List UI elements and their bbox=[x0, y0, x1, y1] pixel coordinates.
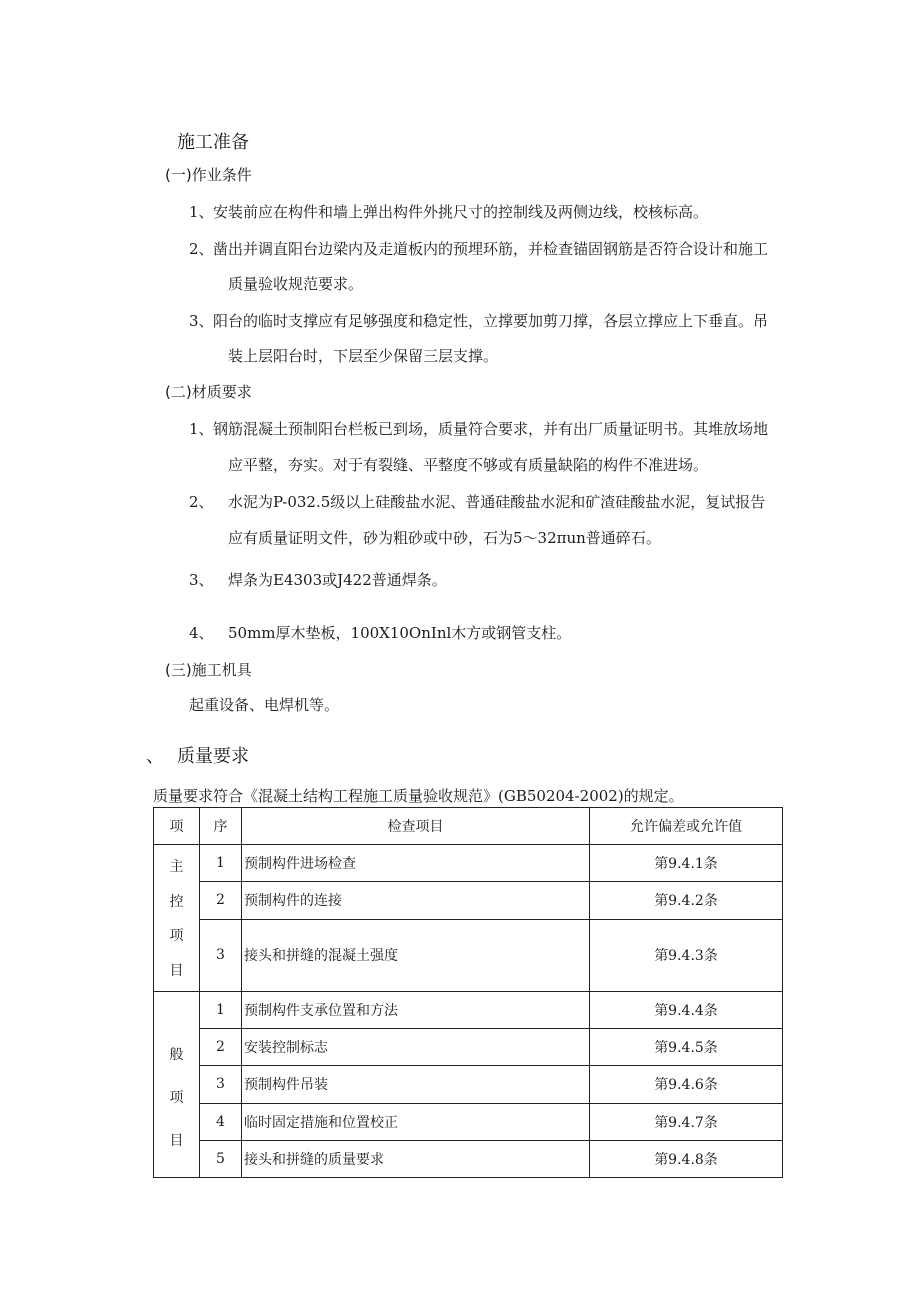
table-row bbox=[154, 1103, 783, 1140]
cell-seq: 5 bbox=[200, 1140, 242, 1177]
list-item-number: 2、 bbox=[189, 493, 214, 511]
group-label-char: 主 bbox=[169, 859, 184, 876]
list-item-number: 4、 bbox=[189, 624, 214, 642]
section-title-construction-prep: 施工准备 bbox=[177, 132, 249, 153]
quality-intro: 质量要求符合《混凝土结构工程施工质量验收规范》(GB50204-2002)的规定。 bbox=[153, 787, 684, 805]
cell-value: 第9.4.8条 bbox=[590, 1140, 783, 1177]
cell-item: 预制构件的连接 bbox=[242, 882, 590, 919]
cell-seq: 3 bbox=[200, 1066, 242, 1103]
header-seq: 序 bbox=[200, 808, 242, 845]
table-row bbox=[154, 992, 783, 1029]
subsection-title-materials: (二)材质要求 bbox=[165, 383, 252, 401]
table-row bbox=[154, 845, 783, 882]
cell-item: 安装控制标志 bbox=[242, 1029, 590, 1066]
cell-value: 第9.4.4条 bbox=[590, 992, 783, 1029]
list-item-text: 凿出并调直阳台边梁内及走道板内的预埋环筋，并检查锚固钢筋是否符合设计和施工 bbox=[213, 240, 769, 258]
group-label-char: 控 bbox=[169, 893, 184, 910]
section-mark: 、 bbox=[146, 746, 164, 767]
subsection-title-equipment: (三)施工机具 bbox=[165, 661, 252, 679]
group-label-char: 般 bbox=[169, 1046, 184, 1063]
table-row bbox=[154, 1066, 783, 1103]
cell-item: 预制构件吊装 bbox=[242, 1066, 590, 1103]
group-label-general bbox=[154, 992, 200, 1178]
list-item-number: 3、 bbox=[189, 312, 214, 330]
list-item-text: 水泥为P-032.5级以上硅酸盐水泥、普通硅酸盐水泥和矿渣硅酸盐水泥，复试报告 bbox=[228, 493, 766, 511]
list-item-number: 2、 bbox=[189, 240, 214, 258]
list-item-text: 焊条为E4303或J422普通焊条。 bbox=[228, 571, 447, 589]
cell-value: 第9.4.5条 bbox=[590, 1029, 783, 1066]
cell-item: 临时固定措施和位置校正 bbox=[242, 1103, 590, 1140]
table-header-row bbox=[154, 808, 783, 845]
table-row bbox=[154, 1029, 783, 1066]
list-item-number: 1、 bbox=[189, 203, 214, 221]
cell-seq: 2 bbox=[200, 1029, 242, 1066]
cell-seq: 1 bbox=[200, 992, 242, 1029]
cell-item: 预制构件进场检查 bbox=[242, 845, 590, 882]
group-label-char: 项 bbox=[169, 928, 184, 945]
cell-value: 第9.4.6条 bbox=[590, 1066, 783, 1103]
cell-value: 第9.4.3条 bbox=[590, 919, 783, 992]
list-item-number: 1、 bbox=[189, 420, 214, 438]
group-label-char: 目 bbox=[169, 962, 184, 979]
cell-item: 预制构件支承位置和方法 bbox=[242, 992, 590, 1029]
list-item-text-continued: 质量验收规范要求。 bbox=[228, 275, 364, 293]
cell-value: 第9.4.7条 bbox=[590, 1103, 783, 1140]
header-check-item: 检查项目 bbox=[242, 808, 590, 845]
cell-value: 第9.4.2条 bbox=[590, 882, 783, 919]
cell-value: 第9.4.1条 bbox=[590, 845, 783, 882]
cell-seq: 2 bbox=[200, 882, 242, 919]
subsection-title-work-conditions: (一)作业条件 bbox=[165, 166, 252, 184]
cell-item: 接头和拼缝的质量要求 bbox=[242, 1140, 590, 1177]
list-item-text: 安装前应在构件和墙上弹出构件外挑尺寸的控制线及两侧边线，校核标高。 bbox=[213, 203, 709, 221]
table-row bbox=[154, 919, 783, 992]
quality-table bbox=[153, 807, 783, 1178]
paragraph-equipment: 起重设备、电焊机等。 bbox=[189, 696, 340, 714]
cell-item: 接头和拼缝的混凝土强度 bbox=[242, 919, 590, 992]
group-label-char: 目 bbox=[169, 1132, 184, 1149]
list-item-text: 50mm厚木垫板，100X10OnInl木方或钢管支柱。 bbox=[228, 624, 572, 642]
header-category: 项 bbox=[154, 808, 200, 845]
header-tolerance: 允许偏差或允许值 bbox=[590, 808, 783, 845]
list-item-text-continued: 装上层阳台时，下层至少保留三层支撑。 bbox=[228, 347, 499, 365]
section-title-quality: 质量要求 bbox=[177, 746, 249, 767]
group-label-char: 项 bbox=[169, 1089, 184, 1106]
cell-seq: 1 bbox=[200, 845, 242, 882]
list-item-text-continued: 应有质量证明文件，砂为粗砂或中砂，石为5～32πun普通碎石。 bbox=[228, 529, 661, 547]
cell-seq: 3 bbox=[200, 919, 242, 992]
group-label-main-control bbox=[154, 845, 200, 992]
list-item-text: 钢筋混凝土预制阳台栏板已到场，质量符合要求，并有出厂质量证明书。其堆放场地 bbox=[213, 420, 769, 438]
list-item-text-continued: 应平整，夯实。对于有裂缝、平整度不够或有质量缺陷的构件不准进场。 bbox=[228, 456, 709, 474]
table-row bbox=[154, 1140, 783, 1177]
list-item-number: 3、 bbox=[189, 571, 214, 589]
list-item-text: 阳台的临时支撑应有足够强度和稳定性，立撑要加剪刀撑，各层立撑应上下垂直。吊 bbox=[213, 312, 769, 330]
table-row bbox=[154, 882, 783, 919]
cell-seq: 4 bbox=[200, 1103, 242, 1140]
